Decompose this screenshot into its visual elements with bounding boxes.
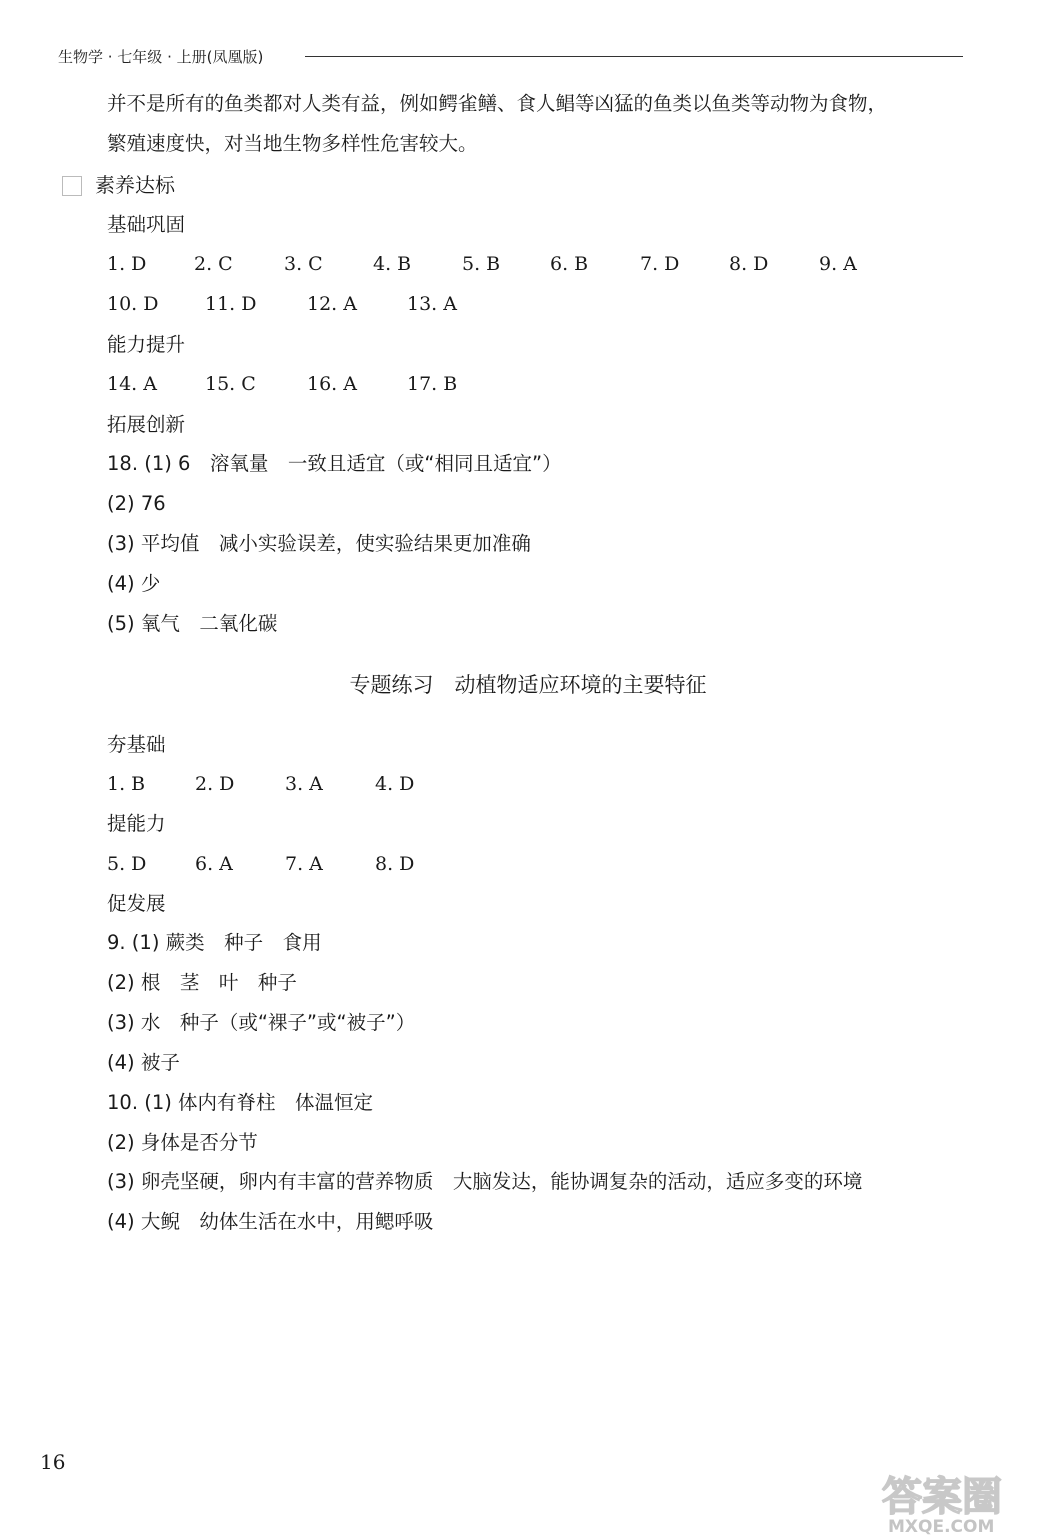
answer-item: 4. D	[375, 773, 415, 795]
q10-part-1: 10. (1) 体内有脊柱 体温恒定	[107, 1091, 374, 1114]
basic-label: 基础巩固	[107, 213, 186, 236]
intro-line-1: 并不是所有的鱼类都对人类有益，例如鳄雀鳝、食人鲳等凶猛的鱼类以鱼类等动物为食物，	[107, 92, 888, 115]
q10-part-3: (3) 卵壳坚硬，卵内有丰富的营养物质 大脑发达，能协调复杂的活动，适应多变的环境	[107, 1170, 863, 1193]
q9-part-4: (4) 被子	[107, 1051, 180, 1074]
topic-ability-label: 提能力	[107, 812, 166, 835]
answer-item: 3. A	[285, 773, 323, 795]
q18-part-1: 18. (1) 6 溶氧量 一致且适宜（或“相同且适宜”）	[107, 452, 562, 475]
q9-part-1: 9. (1) 蕨类 种子 食用	[107, 931, 322, 954]
answer-item: 1. B	[107, 773, 146, 795]
intro-line-2: 繁殖速度快，对当地生物多样性危害较大。	[107, 132, 478, 155]
answer-item: 2. D	[195, 773, 235, 795]
basic-answer-row-1	[107, 252, 907, 276]
answer-item: 11. D	[205, 293, 257, 315]
q10-part-4: (4) 大鲵 幼体生活在水中，用鳃呼吸	[107, 1210, 434, 1233]
topic-basic-label: 夯基础	[107, 733, 166, 756]
answer-item: 2. C	[194, 253, 233, 275]
topic-dev-label: 促发展	[107, 892, 166, 915]
answer-item: 17. B	[407, 373, 458, 395]
answer-item: 13. A	[407, 293, 457, 315]
topic-title: 专题练习 动植物适应环境的主要特征	[349, 673, 707, 697]
answer-item: 14. A	[107, 373, 157, 395]
answer-item: 8. D	[375, 853, 415, 875]
section-title: 素养达标	[95, 173, 175, 197]
answer-item: 3. C	[284, 253, 323, 275]
answer-item: 1. D	[107, 253, 147, 275]
header-rule	[305, 56, 963, 57]
topic-ability-answer-row	[107, 852, 507, 876]
q10-part-2: (2) 身体是否分节	[107, 1131, 258, 1154]
expand-label: 拓展创新	[107, 413, 186, 436]
topic-basic-answer-row	[107, 772, 507, 796]
watermark-text: 答案圈	[882, 1474, 1002, 1520]
q9-part-2: (2) 根 茎 叶 种子	[107, 971, 297, 994]
basic-answer-row-2	[107, 292, 907, 316]
watermark-logo	[878, 1470, 1056, 1536]
answer-item: 5. D	[107, 853, 147, 875]
q18-part-4: (4) 少	[107, 572, 161, 595]
ability-label: 能力提升	[107, 333, 186, 356]
section-marker	[62, 176, 82, 196]
answer-item: 16. A	[307, 373, 357, 395]
q18-part-2: (2) 76	[107, 492, 166, 515]
answer-item: 15. C	[205, 373, 256, 395]
answer-item: 10. D	[107, 293, 159, 315]
q18-part-5: (5) 氧气 二氧化碳	[107, 612, 278, 635]
watermark-subtext: MXQE.COM	[888, 1517, 995, 1536]
answer-item: 7. A	[285, 853, 323, 875]
running-header: 生物学 · 七年级 · 上册(凤凰版)	[58, 48, 264, 66]
answer-item: 4. B	[373, 253, 412, 275]
answer-item: 6. B	[550, 253, 589, 275]
ability-answer-row	[107, 372, 907, 396]
answer-item: 9. A	[819, 253, 857, 275]
answer-item: 12. A	[307, 293, 357, 315]
page-number: 16	[40, 1450, 66, 1474]
answer-item: 5. B	[462, 253, 501, 275]
answer-item: 8. D	[729, 253, 769, 275]
q18-part-3: (3) 平均值 减小实验误差，使实验结果更加准确	[107, 532, 531, 555]
q9-part-3: (3) 水 种子（或“裸子”或“被子”）	[107, 1011, 416, 1034]
answer-item: 7. D	[640, 253, 680, 275]
answer-item: 6. A	[195, 853, 233, 875]
